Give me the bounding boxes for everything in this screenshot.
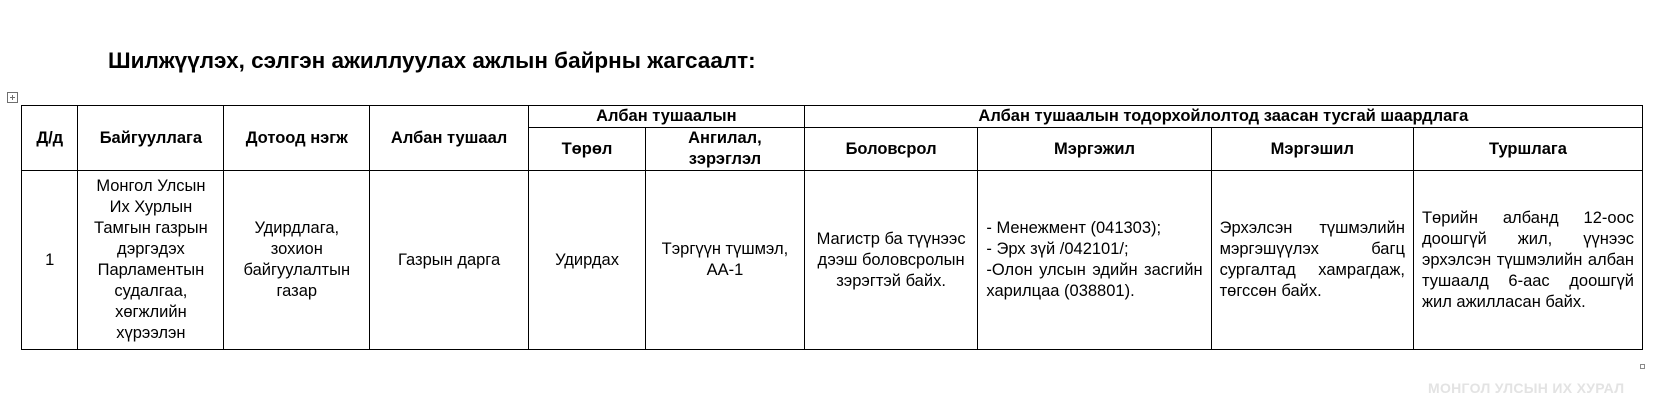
header-position-class: Ангилал, зэрэглэл (646, 128, 805, 171)
cell-position-class: Тэргүүн түшмэл, АА-1 (646, 171, 805, 350)
header-position-group: Албан тушаалын (528, 106, 804, 128)
table-resize-handle-icon[interactable] (1640, 364, 1645, 369)
cell-experience: Төрийн албанд 12-оос доошгүй жил, үүнээс эрхэлсэн түшмэлийн албан тушаалд 6-аас доошгүй жил ажилласан байх. (1413, 171, 1642, 350)
header-number: Д/д (22, 106, 78, 171)
header-position-type: Төрөл (528, 128, 645, 171)
profession-line: - Эрх зүй /042101/; (986, 240, 1129, 258)
cell-position: Газрын дарга (370, 171, 529, 350)
watermark: МОНГОЛ УЛСЫН ИХ ХУРАЛ (1428, 380, 1625, 396)
cell-internal-unit: Удирдлага, зохион байгуулалтын газар (224, 171, 370, 350)
job-list-table (21, 105, 1643, 350)
header-position: Албан тушаал (370, 106, 529, 171)
cell-position-type: Удирдах (528, 171, 645, 350)
header-qualification: Мэргэшил (1211, 128, 1413, 171)
header-internal-unit: Дотоод нэгж (224, 106, 370, 171)
cell-qualification: Эрхэлсэн түшмэлийн мэргэшүүлэх багц сургалтад хамрагдаж, төгссөн байх. (1211, 171, 1413, 350)
header-organization: Байгууллага (78, 106, 224, 171)
cell-education: Магистр ба түүнээс дээш боловсролын зэрэгтэй байх. (804, 171, 978, 350)
page-title: Шилжүүлэх, сэлгэн ажиллуулах ажлын байрны жагсаалт: (108, 48, 756, 73)
header-row-top (22, 106, 1643, 128)
header-experience: Туршлага (1413, 128, 1642, 171)
header-requirements-group: Албан тушаалын тодорхойлолтод заасан тусгай шаардлага (804, 106, 1642, 128)
cell-profession (978, 171, 1211, 350)
profession-line: -Олон улсын эдийн засгийн харилцаа (038801). (986, 261, 1203, 300)
profession-line: - Менежмент (041303); (986, 219, 1162, 237)
cell-organization: Монгол Улсын Их Хурлын Тамгын газрын дэргэдэх Парламентын судалгаа, хөгжлийн хүрээлэн (78, 171, 224, 350)
cell-number: 1 (22, 171, 78, 350)
table-move-handle-icon[interactable] (7, 92, 18, 103)
table-row (22, 171, 1643, 350)
header-profession: Мэргэжил (978, 128, 1211, 171)
header-education: Боловсрол (804, 128, 978, 171)
